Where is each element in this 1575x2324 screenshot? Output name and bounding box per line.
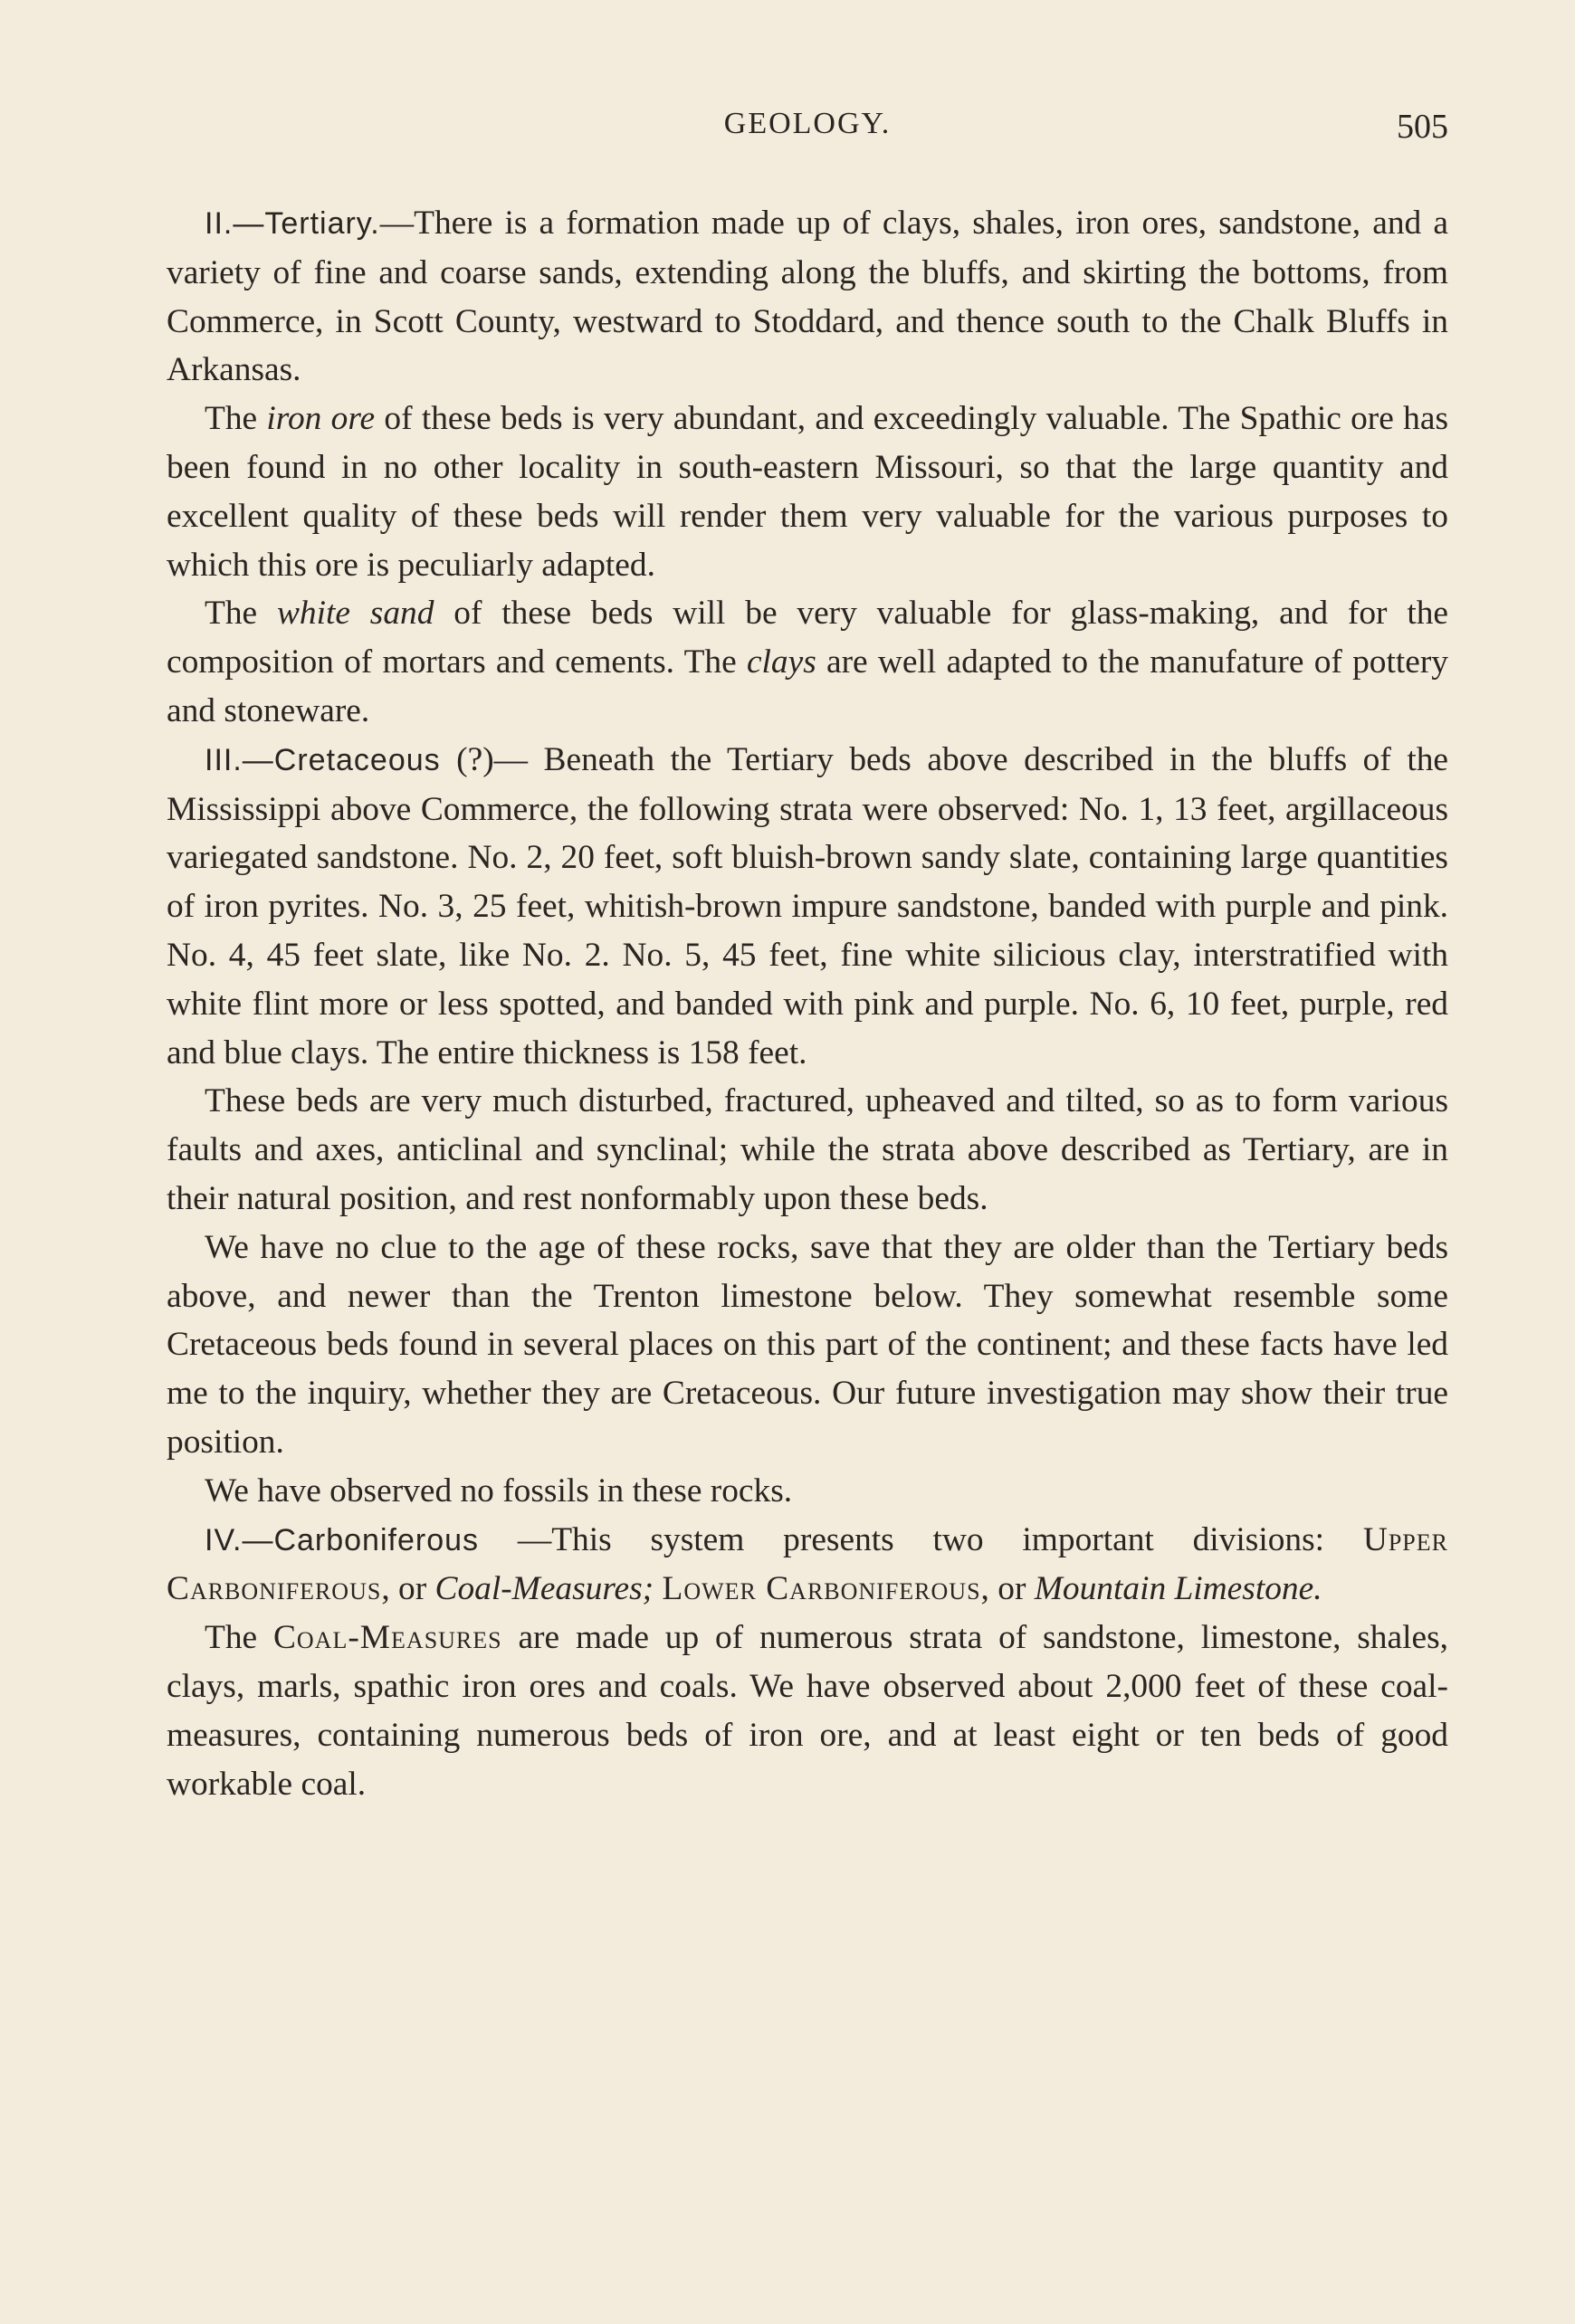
paragraph-text: We have no clue to the age of these rocks, save that they are older than the Tertiary beds above, and newer than the Trenton limestone below. They somewhat resemble some Cretaceous beds found in several places on this part of the continent; and these facts have led me to the inquiry, whether they are Cretaceous. Our future investigation may show their true position. bbox=[167, 1228, 1448, 1461]
paragraph-text: are well adapted to the manufature of pottery and stoneware. bbox=[167, 643, 1448, 729]
emphasis: Coal-Measures; bbox=[434, 1570, 654, 1608]
paragraph-text: are made up of numerous strata of sandstone, limestone, shales, clays, marls, spathic iron ores and coals. We have observed about 2,000 feet of these coal-measures, containing numerous beds of iron ore, and at least eight or ten beds of good workable coal. bbox=[167, 1619, 1448, 1803]
emphasis: clays bbox=[746, 643, 816, 681]
page-number: 505 bbox=[1397, 108, 1448, 146]
paragraph-text: —This system presents two important divisions: bbox=[479, 1520, 1363, 1558]
small-caps-term: Upper Carboniferous bbox=[167, 1520, 1448, 1608]
paragraph-age-of-rocks bbox=[167, 1224, 1448, 1467]
paragraph-iron-ore bbox=[167, 395, 1448, 589]
paragraph-text: The bbox=[205, 400, 267, 438]
paragraph-text bbox=[654, 1570, 662, 1607]
running-header bbox=[167, 107, 1448, 161]
paragraph-cretaceous bbox=[167, 736, 1448, 1078]
emphasis: iron ore bbox=[266, 400, 376, 438]
section-heading-tertiary: II.—Tertiary. bbox=[205, 206, 380, 241]
paragraph-coal-measures bbox=[167, 1614, 1448, 1808]
paragraph-tertiary bbox=[167, 199, 1448, 395]
paragraph-text: We have observed no fossils in these rocks. bbox=[205, 1472, 793, 1510]
paragraph-text: of these beds is very abundant, and exceedingly valuable. The Spathic ore has been found in no other locality in south-eastern Missouri, so that the large quantity and excellent quality of these beds will render them very valuable for the various purposes to which this ore is peculiarly adapted. bbox=[167, 400, 1448, 584]
emphasis: Mountain Limestone. bbox=[1034, 1570, 1322, 1608]
paragraph-text: , or bbox=[980, 1570, 1035, 1608]
emphasis: white sand bbox=[276, 595, 434, 633]
paragraph-text: The bbox=[205, 1619, 273, 1657]
paragraph-text: of these beds will be very valuable for glass-making, and for the composition of mortars and cements. The bbox=[167, 595, 1449, 681]
small-caps-term: Lower Carboniferous bbox=[662, 1570, 981, 1608]
paragraph-carboniferous bbox=[167, 1516, 1448, 1614]
small-caps-term: Coal-Measures bbox=[272, 1619, 502, 1657]
paragraph-text: , or bbox=[381, 1570, 435, 1608]
paragraph-text: (?)— Beneath the Tertiary beds above described in the bluffs of the Mississippi above Commerce, the following strata were observed: No. 1, 13 feet, argillaceous variegated sandstone. No. 2, 20 feet, soft bluish-brown sandy slate, containing large quantities of iron pyrites. No. 3, 25 feet, whitish-brown impure sandstone, banded with purple and pink. No. 4, 45 feet slate, like No. 2. No. 5, 45 feet, fine white silicious clay, interstratified with white flint more or less spotted, and banded with pink and purple. No. 6, 10 feet, purple, red and blue clays. The entire thickness is 158 feet. bbox=[167, 740, 1448, 1072]
paragraph-no-fossils bbox=[167, 1467, 1448, 1516]
running-title: GEOLOGY. bbox=[723, 107, 892, 140]
paragraph-text: —There is a formation made up of clays, shales, iron ores, sandstone, and a variety of fine and coarse sands, extending along the bluffs, and skirting the bottoms, from Commerce, in Scott County, westward to Stoddard, and thence south to the Chalk Bluffs in Arkansas. bbox=[167, 205, 1448, 389]
paragraph-white-sand bbox=[167, 589, 1448, 735]
section-heading-cretaceous: III.—Cretaceous bbox=[205, 742, 441, 777]
paragraph-disturbed-beds bbox=[167, 1077, 1448, 1223]
paragraph-text: The bbox=[205, 595, 277, 633]
paragraph-text: These beds are very much disturbed, fractured, upheaved and tilted, so as to form various faults and axes, anticlinal and synclinal; while the strata above described as Tertiary, are in their natural position, and rest nonformably upon these beds. bbox=[167, 1082, 1448, 1217]
body-text bbox=[167, 199, 1448, 1808]
section-heading-carboniferous: IV.—Carboniferous bbox=[205, 1522, 480, 1557]
